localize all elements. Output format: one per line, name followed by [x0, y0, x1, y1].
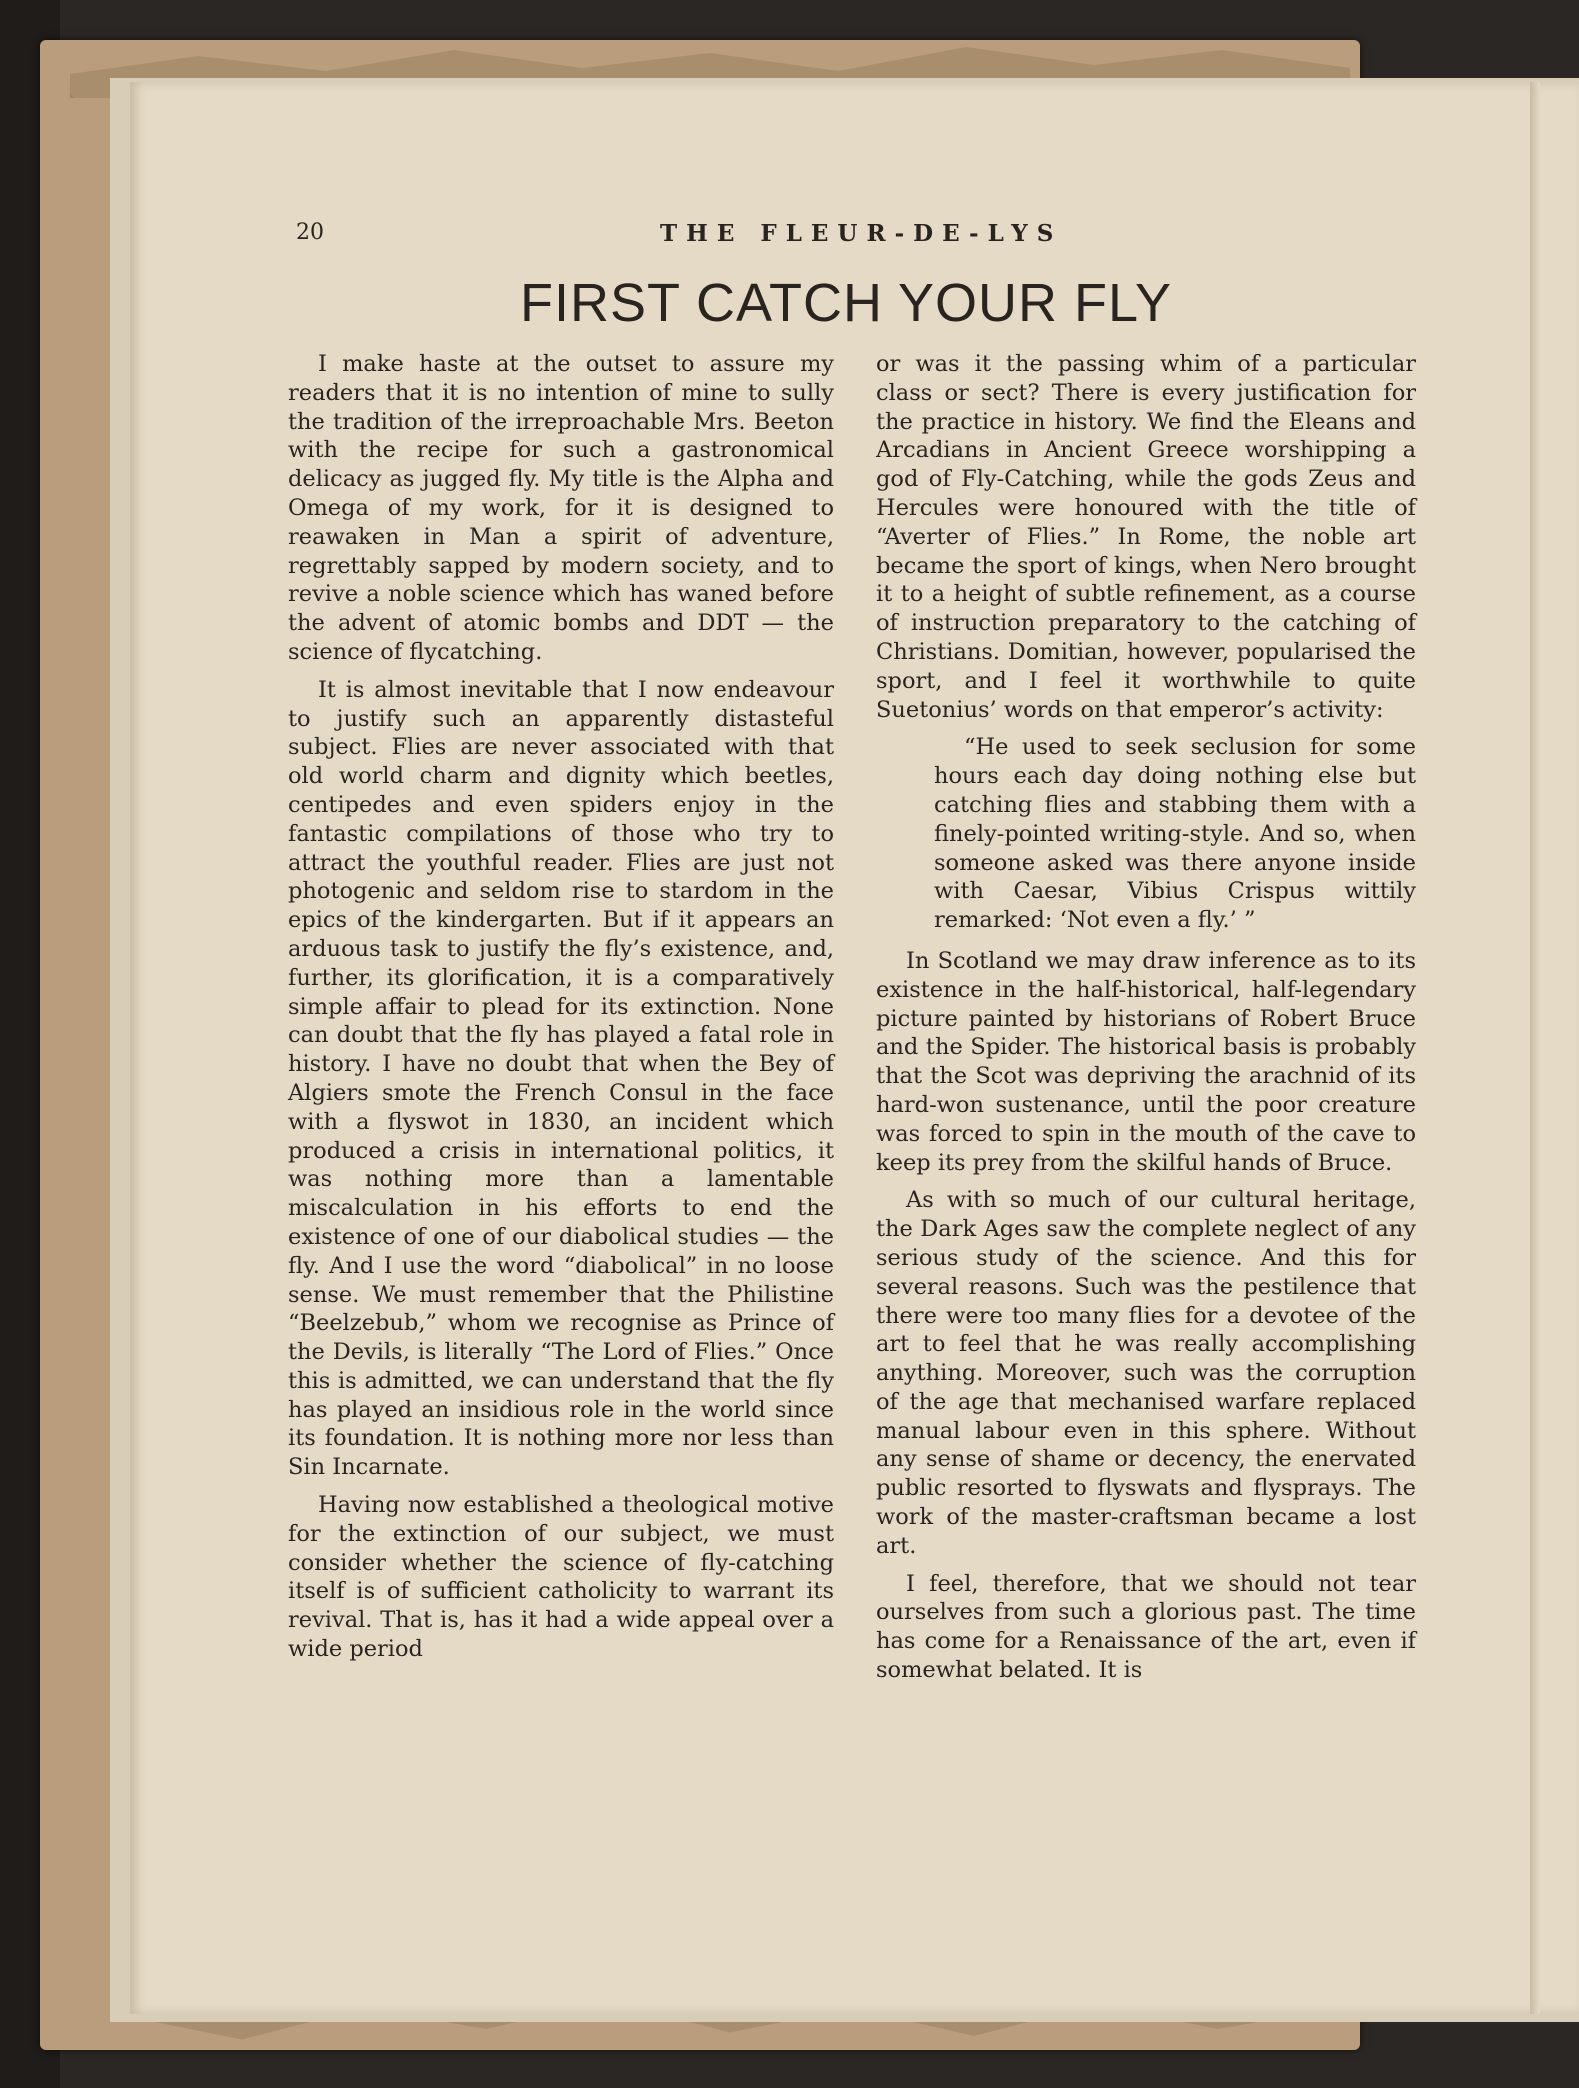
paragraph: It is almost inevitable that I now endeavour to justify such an apparently distasteful subject. Flies are never associated with that old world charm and dignity which beetles, centipedes and even spiders enjoy in the fantastic compilations of those who try to attract the youthful reader. Flies are just not photogenic and seldom rise to stardom in the epics of the kindergarten. But if it appears an arduous task to justify the fly’s existence, and, further, its glorification, it is a comparatively simple affair to plead for its extinction. None can doubt that the fly has played a fatal role in history. I have no doubt that when the Bey of Algiers smote the French Consul in the face with a flyswot in 1830, an incident which produced a crisis in international politics, it was nothing more than a lamentable miscalculation in his efforts to end the existence of one of our diabolical studies — the fly. And I use the word “diabolical” in no loose sense. We must remember that the Philistine “Beelzebub,” whom we recognise as Prince of the Devils, is literally “The Lord of Flies.” Once this is admitted, we can understand that the fly has played an insidious role in the world since its foundation. It is nothing more nor less than Sin Incarnate. — [288, 676, 834, 1481]
paragraph: I make haste at the outset to assure my readers that it is no intention of mine to sully the tradition of the irreproachable Mrs. Beeton with the recipe for such a gastronomical delicacy as jugged fly. My title is the Alpha and Omega of my work, for it is designed to reawaken in Man a spirit of adventure, regrettably sapped by modern society, and to revive a noble science which has waned before the advent of atomic bombs and DDT — the science of flycatching. — [288, 351, 834, 665]
page-number: 20 — [296, 220, 324, 245]
block-quote: “He used to seek seclusion for some hours each day doing nothing else but catching flies and stabbing them with a finely-pointed writing-style. And so, when someone asked was there anyone inside with Caesar, Vibius Crispus wittily remarked: ‘Not even a fly.’ ” — [934, 734, 1416, 934]
article-title: FIRST CATCH YOUR FLY — [520, 273, 1173, 333]
paragraph: I feel, therefore, that we should not tear ourselves from such a glorious past. The time has come for a Renaissance of the art, even if somewhat belated. It is — [876, 1570, 1416, 1684]
running-head — [296, 220, 1296, 256]
paragraph: In Scotland we may draw inference as to its existence in the half-historical, half-legendary picture painted by historians of Robert Bruce and the Spider. The historical basis is probably that the Scot was depriving the arachnid of its hard-won sustenance, until the poor creature was forced to spin in the mouth of the cave to keep its prey from the skilful hands of Bruce. — [876, 947, 1416, 1176]
right-column — [876, 350, 1416, 1694]
page-gutter — [1530, 82, 1540, 2014]
paragraph: As with so much of our cultural heritage, the Dark Ages saw the complete neglect of any serious study of the science. And this for several reasons. Such was the pestilence that there were too many flies for a devotee of the art to feel that he was really accomplishing anything. Moreover, such was the corruption of the age that mechanised warfare replaced manual labour even in this sphere. Without any sense of shame or decency, the enervated public resorted to flyswats and flysprays. The work of the master-craftsman became a lost art. — [876, 1187, 1416, 1559]
paragraph: Having now established a theological motive for the extinction of our subject, we must consider whether the science of fly-catching itself is of sufficient catholicity to warrant its revival. That is, has it had a wide appeal over a wide period — [288, 1492, 834, 1663]
paragraph: or was it the passing whim of a particular class or sect? There is every justification for the practice in history. We find the Eleans and Arcadians in Ancient Greece worshipping a god of Fly-Catching, while the gods Zeus and Hercules were honoured with the title of “Averter of Flies.” In Rome, the noble art became the sport of kings, when Nero brought it to a height of subtle refinement, as a course of instruction preparatory to the catching of Christians. Domitian, however, popularised the sport, and I feel it worthwhile to quite Suetonius’ words on that emperor’s activity: — [876, 351, 1416, 723]
left-column — [288, 350, 834, 1673]
journal-title: THE FLEUR-DE-LYS — [660, 220, 1063, 247]
